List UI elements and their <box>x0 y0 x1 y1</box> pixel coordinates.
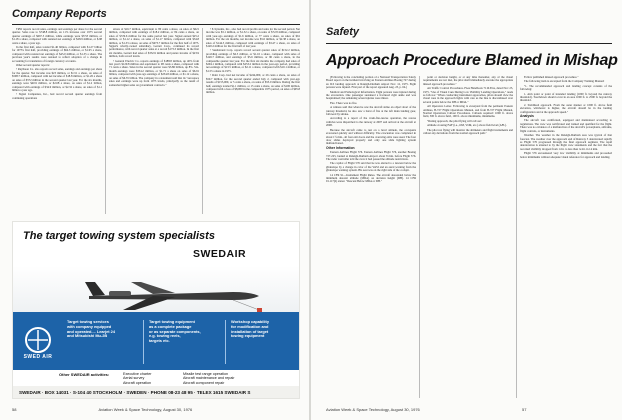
left-folio <box>12 407 192 412</box>
ad-text-line: Aircraft maintenance and repair <box>183 376 235 381</box>
section-title-safety: Safety <box>326 26 360 38</box>
ad-activities-list-1 <box>123 372 152 385</box>
paragraph: Because the aircraft came to rest on a level attitude, the occupants evacuated quickly and without difficulty. The evacuation was completed in about 1½ min., all four exit doors and the overwing exits were used. The four door slides deployed properly and only one slide lighting system malfunctioned. <box>326 127 416 146</box>
ad-text-line: Workshop capability <box>231 319 269 324</box>
ad-lower-band <box>13 370 300 386</box>
paragraph: Medical and Pathological Information. Eight persons were injured during the evacuation. One passenger sustained a fractured right ankle and was hospitalized; the remaining seven injuries were minor. <box>326 89 416 101</box>
right-column-2 <box>423 76 513 398</box>
paragraph: • Sundstrand Corp. reports record second quarter sales of $152.2 million, providing earnings of $6.5 million, or $1.16 a share, compared with sales of $126.7 million, and earnings of $5.6 million, or 96 cents a share, in the comparable quarter last year. For the first six months the company had sales of $294.1 million, compared with $253.2 million in the year-ago period, providing net earnings of $13.5 million, or $2.11 a share, compared with $10.1 million, or $1.53 a share in 1975. <box>206 48 300 73</box>
paragraph: Other second quarter reports: <box>16 63 50 68</box>
ad-feature-workshop <box>231 320 297 339</box>
paragraph: • Raytheon Co. also reports record sales, earnings and earnings per share for the quarter. Net income was $23 million, or $1.51 a share, on sales of $598.7 million, compared with net income of $18.8 million, or $1.26 a share on sales of $572 million in the second quarter last year. For the six months, earnings were $40.9 million, or $2.68 a share, on sales of $1.2 billion, compared with earnings of $34.9 million, or $2.32 a share, on sales of $1.1 billion a year ago. <box>12 67 102 92</box>
ad-text-line: Target towing services <box>67 319 109 324</box>
section-rule-left <box>12 24 300 25</box>
right-folio <box>326 407 526 412</box>
ad-activities-list-2 <box>183 372 234 385</box>
paragraph: A witness said that when he saw the aircraft strike an object short of the runway threshold, he also saw a burst of fire at the left main landing gear, followed by smoke. <box>326 105 416 117</box>
jet-aircraft-icon <box>83 274 263 314</box>
ad-feature-towing-services <box>67 320 139 339</box>
right-page-number: 57 <box>522 407 527 412</box>
ad-text-line: Aerial survey <box>123 376 145 381</box>
paragraph: The copilot of Flight 576 said that he was alerted to a descent below the glideslope by a change in color of the VASI and an aural warning from the glideslope warning system. His seat was on the right side of the cockpit. <box>326 161 416 173</box>
paragraph: The aircraft was certificated, equipped and maintained according to regulations. The crew was certificated and trained and qualified for the flight. There was no evidence of a malfunction of the aircraft's powerplants, airframe, flight controls, or instruments. <box>520 118 612 133</box>
ad-text-line: as a complete package <box>149 323 192 329</box>
column-divider <box>105 28 106 214</box>
section-title-company-reports: Company Reports <box>12 8 107 20</box>
column-divider <box>419 76 420 398</box>
ad-text-line: and Mitsubishi Mu-2B <box>67 333 108 339</box>
subhead: Analysis <box>520 114 534 119</box>
left-page-number: 58 <box>12 407 17 412</box>
ad-text-line: towing equipment <box>231 333 265 339</box>
paragraph: 1. Aim point or point of intended landing (1000 ft. beyond the runway threshold). Touchdown should occur in an area 1000 ft. to 2500 ft. beyond the threshold. <box>520 91 612 103</box>
ad-text-line: Missile test range operation <box>183 372 229 376</box>
paragraph: Air Traffic Control Procedures. FAA Handbook 7110.65A, dated Nov 25, 1975, "Use of Visual Cues During Low Visibility Landing Operations," reads as follows: "When conducting instrument approaches, pilots should view the visual cues in the approach lights with care as the line is discontinued over several points below the DH or MDA." <box>423 86 513 104</box>
paragraph: Flight 576 encountered very low visibility at minimums and proceeded below minimums without adequate visual reference for approach and landing. <box>520 151 612 159</box>
paragraph: • Signal Companies, Inc., had record second quarter earnings from continuing operations <box>12 92 102 100</box>
left-column-1 <box>12 28 102 214</box>
ad-text-line: Aircraft operation <box>123 380 152 385</box>
paragraph: point or decision height, or at any time thereafter, any of the visual requirements are not met, the pilot shall immediately execute the appropriate missed approach procedure." <box>423 76 513 86</box>
paragraph: In the first half, sales totaled $1.46 billion, compared with $1.27 billion for 1975's first half, providing earnings of $64.3 million, or $1.95 a share, compared with restated net earnings of $45.0 million, or $1.35 a share. The previous year's results were restated to reflect adoption of a change in accounting for translation of foreign currency accounts. <box>12 45 102 63</box>
paragraph: The pilot not flying will monitor the altimeters and flight instruments and callout any deviations from the normal approach path." <box>423 127 513 136</box>
ad-text-line: for modification and <box>231 323 269 329</box>
right-column-1 <box>326 76 416 398</box>
ad-feature-towing-equipment <box>149 320 221 344</box>
paragraph: • E-Systems, Inc., also had record profits and sales for the second period. Net income was $3.1 million, or $1.32 a share, on sales of $72.8 million, compared with year-ago earnings of $1.6 million, or 77 cents a share, on sales of $61 million. For the six months, net income was $5.6 million, or $2.38 a share, on sales of $144.3 million, compared with earnings of $3.47 a share, on sales of $120.2 million for the first half of last year. <box>206 28 300 49</box>
paragraph: • Rohr Corp. had net income of $244,000, or 26 cents a share, on sales of $50.7 million, for the second quarter ended July 2, compared with year-ago results of $155,000, or 5 cents a share, on sales of $53.0 million. During the first half, earnings totaled $1.1 million, or 15 cents a share, on sales of $100 million, compared with a loss of $8,000 in the comparable 1975 period, on sales of $95.8 million. <box>206 73 300 95</box>
ad-text-line: with company equipped <box>67 323 112 329</box>
ad-text-line: installation of target <box>231 328 269 334</box>
paragraph: Fire. There was no fire. <box>330 100 358 105</box>
paragraph: (Following is the concluding portion of a National Transportation Safety Board report on the incident involving an Eastern Airlines Boeing 727 during an ILS landing approach at Raleigh-Durham Airport Nov. 12, 1975. Eight persons were injured. First part of the report appeared Aug. 23, p. 64.) <box>326 76 416 90</box>
ad-divider <box>143 320 144 364</box>
left-folio-text: Aviation Week & Space Technology, August 30, 1976 <box>98 407 193 412</box>
column-divider <box>516 76 517 398</box>
left-column-2 <box>109 28 199 214</box>
article-headline: Approach Procedure Blamed in Mishap <box>326 52 618 69</box>
ad-text-line: e.g. towing reels, <box>149 333 181 339</box>
paragraph: Altitude crossing FAF (i.e., OM, VOR, etc.) above field level (AFL). <box>427 123 507 128</box>
right-folio-text: Aviation Week & Space Technology, August 30, 1976 <box>326 407 420 412</box>
paragraph: The following item is excerpted from the Company Training Manual: <box>524 79 605 84</box>
paragraph: "1. The recommended approach and landing concept consists of the following: <box>520 83 612 92</box>
paragraph: 14 CFR 91—Instrument Flight Rules. The aircraft descended below the minimum descent altitude (MDA) on decision height (DH). 14 CFR 91.117(b) states: "Descent Below MDA or DH." <box>326 172 416 184</box>
swedair-advertisement <box>12 221 300 399</box>
paragraph: TRW reports record sales, earnings and earnings per share for the second quarter. Sales rose to $748.8 million, an 11% increase over 1975 second quarter earnings of $667.5 million, while earnings were $37.8 million, or $1.18 a share, compared with restated net earnings of $28.9 million, or $.98 cents a share, a year ago. <box>12 28 102 45</box>
ad-text-line: Executive charter <box>123 372 152 376</box>
ad-divider <box>225 320 226 364</box>
ad-brand-name: SWEDAIR <box>193 248 247 260</box>
ad-text-line: Aircraft component repair <box>183 380 225 385</box>
section-rule-right <box>326 43 612 44</box>
left-column-3 <box>206 28 300 214</box>
paragraph: ations of $16.7 million, equivalent to 80 cents a share, on sales of $621 million, compared with earnings of $18.2 million, or 84 cents a share, on sales of $729.6 million for the same period last year. Signal earned $25.2 million, or $1.12 a share, on sales of $1.17 billion, compared with $34.8 million, or $1.33 a share, on sales of $973.7 million for the first half of 1975. Signal's wholly-owned subsidiary, Garrett Corp., continued its record performance, with record quarter sales at a record $173.3 million. In the first six months, Garrett had sales of $332.9 million and pretax income of $23.9 million, both record levels. <box>109 28 199 59</box>
ad-text-line: or as separate components, <box>149 328 201 334</box>
ad-headline: The target towing system specialists <box>23 230 215 242</box>
paragraph: All Operators Letter. Following is excerpted from the pertinent Eastern Airlines, B-727 Flight Operations Manual, and from B-727 Flight Manual, Normal Operations Callout Procedures. Callouts required: 1000 ft. above field, 500 ft. above field, 100 ft. above minimums, minimums. <box>423 104 513 119</box>
subhead: Other Information <box>326 145 355 150</box>
paragraph: According to a report of the crash-fire-rescue operation, the rescue vehicles were dispatched to the runway at 2007 and arrived at the aircraft at 2008. <box>326 116 416 128</box>
ad-address-footer: SWEDAIR · BOX 14031 · S-104 40 STOCKHOLM · SWEDEN · PHONE 08-23 48 95 · TELEX 1615 SWEDAIR S <box>13 386 300 399</box>
paragraph: 2. Stabilized approach. From the outer marker or 1000 ft. above field elevation, whichever is higher, the aircraft should be in the landing configuration and at the approach speed." <box>520 102 612 114</box>
paragraph: Eastern Airlines Flight 576. Eastern Airlines Flight 576, another Boeing 727-225, landed at Raleigh-Durham Airport about 8 min. before Flight 576. The radar controller told the crew it had passed the altitude restrictions. <box>326 150 416 161</box>
column-divider <box>202 28 203 214</box>
ad-text-line: and operated.... Learjet 24 <box>67 328 116 334</box>
paragraph: • General Electric Co. reports earnings of $188.8 million, up 40% from last year's $129.8 million and equivalent to 98 cents a share, compared with 71 cents a share. Sales in the second quarter were $3.86 billion, up 8%. Six-month earnings were $334.2 million, or $1.71 a share on sales of $6.91 billion, compared with year-ago earnings of $254.8 million, or $1.12 a share, on sales of $6.35 billion. The company in a statement said that its "aerospace sales and earnings were up from 1975 levels, principally as the result of somewhat higher sales on government contracts." <box>109 58 199 87</box>
ad-text-line: targets etc. <box>149 338 170 344</box>
ad-other-activities-label: Other SWEDAIR activities: <box>59 372 110 377</box>
paragraph: "During approach, the pilot flying will call out: <box>427 118 482 123</box>
paragraph: Follow published missed approach procedure." <box>524 76 579 79</box>
paragraph: Weather. The weather in the Raleigh-Durham area was typical of that forecast. The weather over the approach end of Runway 5 deteriorated rapidly as Flight 576 progressed through the final approach segment. The rapid deterioration is attested to by the flight crew statements and the fact that the recorded visibility dropped from 1 mi. to less than ¼ mi. in 14 min. <box>520 133 612 151</box>
right-column-3 <box>520 76 612 398</box>
ad-text-line: Target towing equipment <box>149 319 195 324</box>
ad-logo-text: SWED AIR <box>23 354 53 360</box>
